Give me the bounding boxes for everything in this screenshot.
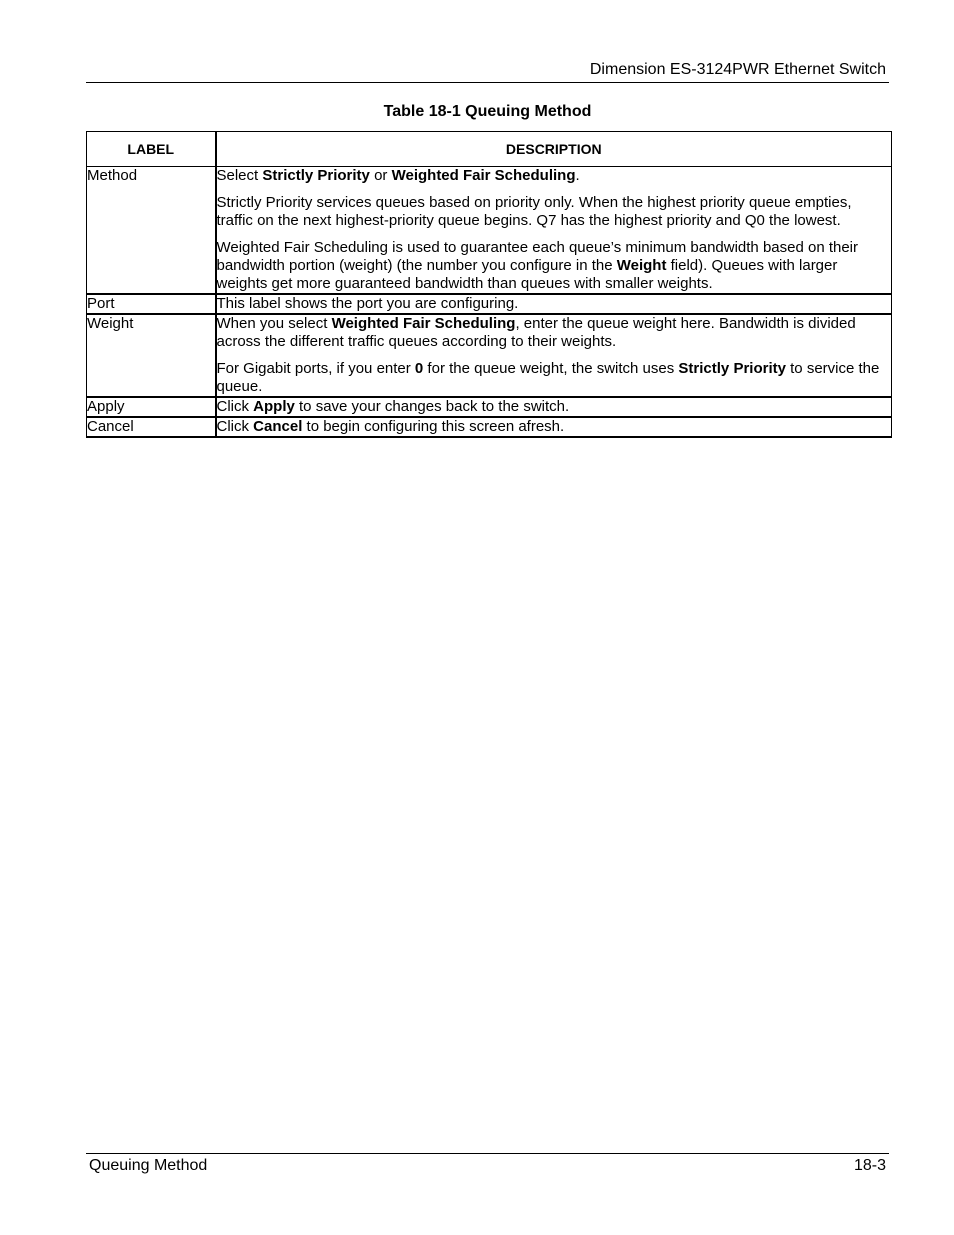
description-paragraph: This label shows the port you are configuring. xyxy=(216,295,519,312)
queuing-method-table xyxy=(86,131,892,438)
footer-section-title: Queuing Method xyxy=(89,1157,208,1174)
table-row xyxy=(87,314,892,397)
row-label: Cancel xyxy=(87,417,216,437)
description-paragraph: When you select Weighted Fair Scheduling, enter the queue weight here. Bandwidth is divided across the different traffic queues according to their weights. xyxy=(216,315,856,350)
row-description xyxy=(216,294,892,314)
table-row xyxy=(87,397,892,417)
description-paragraph: Strictly Priority services queues based on priority only. When the highest priority queue empties, traffic on the next highest-priority queue begins. Q7 has the highest priority and Q0 the lowest. xyxy=(216,194,852,229)
row-label: Weight xyxy=(87,314,216,397)
table-caption: Table 18-1 Queuing Method xyxy=(383,103,592,120)
table-row xyxy=(87,167,892,295)
page-number: 18-3 xyxy=(853,1157,886,1174)
row-description xyxy=(216,397,892,417)
description-paragraph: Click Apply to save your changes back to the switch. xyxy=(216,398,570,415)
row-description xyxy=(216,314,892,397)
page-footer xyxy=(86,1153,889,1176)
table-row xyxy=(87,294,892,314)
column-header-description: DESCRIPTION xyxy=(216,132,892,167)
page-header xyxy=(86,60,889,83)
description-paragraph: Select Strictly Priority or Weighted Fair Scheduling. xyxy=(216,167,580,184)
column-header-label: LABEL xyxy=(87,132,216,167)
row-description xyxy=(216,417,892,437)
row-label: Method xyxy=(87,167,216,295)
row-label: Apply xyxy=(87,397,216,417)
header-title: Dimension ES-3124PWR Ethernet Switch xyxy=(589,61,886,78)
row-description xyxy=(216,167,892,295)
description-paragraph: Weighted Fair Scheduling is used to guarantee each queue’s minimum bandwidth based on their bandwidth portion (weight) (the number you configure in the Weight field). Queues with larger weights get more guaranteed bandwidth than queues with smaller weights. xyxy=(216,239,859,292)
table-header-row xyxy=(87,132,892,167)
table-row xyxy=(87,417,892,437)
description-paragraph: For Gigabit ports, if you enter 0 for the queue weight, the switch uses Strictly Priority to service the queue. xyxy=(216,360,880,395)
description-paragraph: Click Cancel to begin configuring this screen afresh. xyxy=(216,418,565,435)
row-label: Port xyxy=(87,294,216,314)
